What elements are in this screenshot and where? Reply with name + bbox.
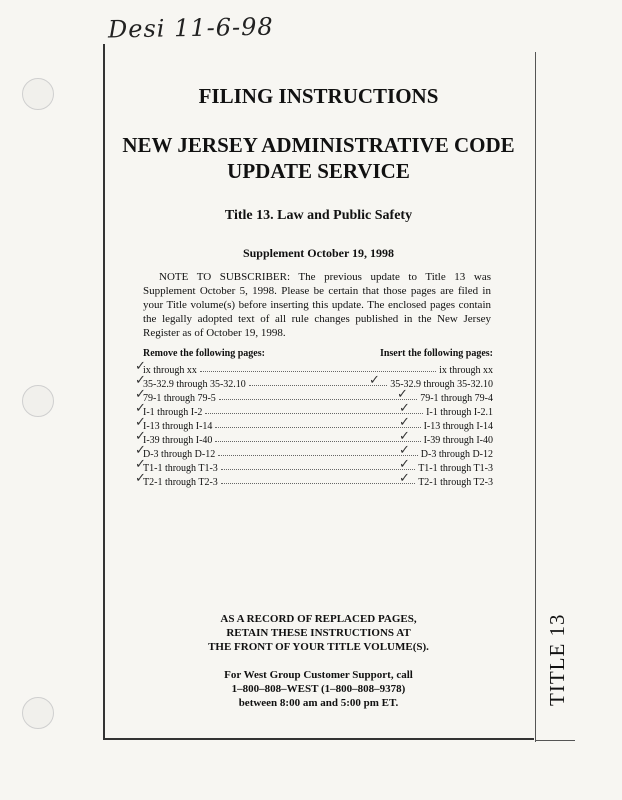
binder-hole-bottom <box>22 697 54 729</box>
insert-pages: 35-32.9 through 35-32.10 <box>390 379 493 390</box>
check-mark-icon: ✓ <box>135 400 146 415</box>
support-hours: between 8:00 am and 5:00 pm ET. <box>238 697 399 709</box>
leader-dots <box>249 385 387 386</box>
tab-divider <box>535 52 536 742</box>
check-mark-icon: ✓ <box>399 400 410 415</box>
record-instructions <box>105 612 532 654</box>
record-line-3: THE FRONT OF YOUR TITLE VOLUME(S). <box>208 641 429 653</box>
insert-pages: T2-1 through T2-3 <box>418 477 493 488</box>
insert-pages: ix through xx <box>439 365 493 376</box>
insert-pages: I-13 through I-14 <box>423 421 493 432</box>
binder-hole-middle <box>22 385 54 417</box>
check-mark-icon: ✓ <box>135 386 146 401</box>
record-line-2: RETAIN THESE INSTRUCTIONS AT <box>226 627 411 639</box>
check-mark-icon: ✓ <box>399 442 410 457</box>
check-mark-icon: ✓ <box>399 456 410 471</box>
support-line-1: For West Group Customer Support, call <box>224 669 413 681</box>
remove-pages: T1-1 through T1-3 <box>143 463 218 474</box>
list-header <box>143 348 493 362</box>
remove-pages: 35-32.9 through 35-32.10 <box>143 379 246 390</box>
customer-support-info <box>105 668 532 710</box>
supplement-date: Supplement October 19, 1998 <box>242 246 395 260</box>
check-mark-icon: ✓ <box>369 372 380 387</box>
remove-pages: T2-1 through T2-3 <box>143 477 218 488</box>
remove-pages: D-3 through D-12 <box>143 449 216 460</box>
title-tab-label: TITLE 13 <box>545 613 569 706</box>
remove-pages: 79-1 through 79-5 <box>143 393 216 404</box>
binder-hole-top <box>22 78 54 110</box>
remove-pages: I-13 through I-14 <box>143 421 213 432</box>
remove-header: Remove the following pages: <box>143 348 265 359</box>
check-mark-icon: ✓ <box>135 372 146 387</box>
leader-dots <box>221 483 415 484</box>
leader-dots <box>215 427 420 428</box>
check-mark-icon: ✓ <box>135 470 146 485</box>
list-row <box>143 460 493 474</box>
check-mark-icon: ✓ <box>399 428 410 443</box>
subheading-line-1: NEW JERSEY ADMINISTRATIVE CODE <box>122 133 515 157</box>
check-mark-icon: ✓ <box>135 456 146 471</box>
subscriber-note: NOTE TO SUBSCRIBER: The previous update to Title 13 was Supplement October 5, 1998. Please be certain that those pages are filed in your Title volume(s) before inserting this update. The enclosed pages contain the legally adopted text of all rule changes published in the New Jersey Register as of October 19, 1998. <box>143 271 491 339</box>
list-row <box>143 404 493 418</box>
title-line: Title 13. Law and Public Safety <box>224 208 413 223</box>
leader-dots <box>221 469 415 470</box>
list-row <box>143 418 493 432</box>
check-mark-icon: ✓ <box>135 358 146 373</box>
leader-dots <box>219 399 417 400</box>
list-row <box>143 446 493 460</box>
list-row <box>143 376 493 390</box>
insert-pages: I-1 through I-2.1 <box>426 407 493 418</box>
leader-dots <box>200 371 436 372</box>
list-row <box>143 362 493 376</box>
tab-bottom-line <box>535 740 575 741</box>
check-mark-icon: ✓ <box>399 414 410 429</box>
leader-dots <box>215 441 420 442</box>
subheading-line-2: UPDATE SERVICE <box>227 159 410 183</box>
list-row <box>143 390 493 404</box>
insert-pages: D-3 through D-12 <box>420 449 493 460</box>
insert-header: Insert the following pages: <box>379 348 493 359</box>
remove-pages: I-39 through I-40 <box>143 435 213 446</box>
insert-pages: I-39 through I-40 <box>423 435 493 446</box>
leader-dots <box>205 413 423 414</box>
support-phone: 1–800–808–WEST (1–800–808–9378) <box>231 683 406 695</box>
page-replacement-list <box>135 348 493 488</box>
check-mark-icon: ✓ <box>399 470 410 485</box>
check-mark-icon: ✓ <box>135 414 146 429</box>
record-line-1: AS A RECORD OF REPLACED PAGES, <box>220 613 417 625</box>
remove-pages: I-1 through I-2 <box>143 407 203 418</box>
page-subheading <box>105 132 532 184</box>
check-mark-icon: ✓ <box>135 428 146 443</box>
list-row <box>143 432 493 446</box>
insert-pages: 79-1 through 79-4 <box>420 393 493 404</box>
insert-pages: T1-1 through T1-3 <box>418 463 493 474</box>
list-row <box>143 474 493 488</box>
remove-pages: ix through xx <box>143 365 197 376</box>
check-mark-icon: ✓ <box>135 442 146 457</box>
check-mark-icon: ✓ <box>397 386 408 401</box>
handwritten-date-note: Desi 11-6-98 <box>107 12 274 44</box>
page-heading: FILING INSTRUCTIONS <box>198 84 439 108</box>
leader-dots <box>218 455 418 456</box>
